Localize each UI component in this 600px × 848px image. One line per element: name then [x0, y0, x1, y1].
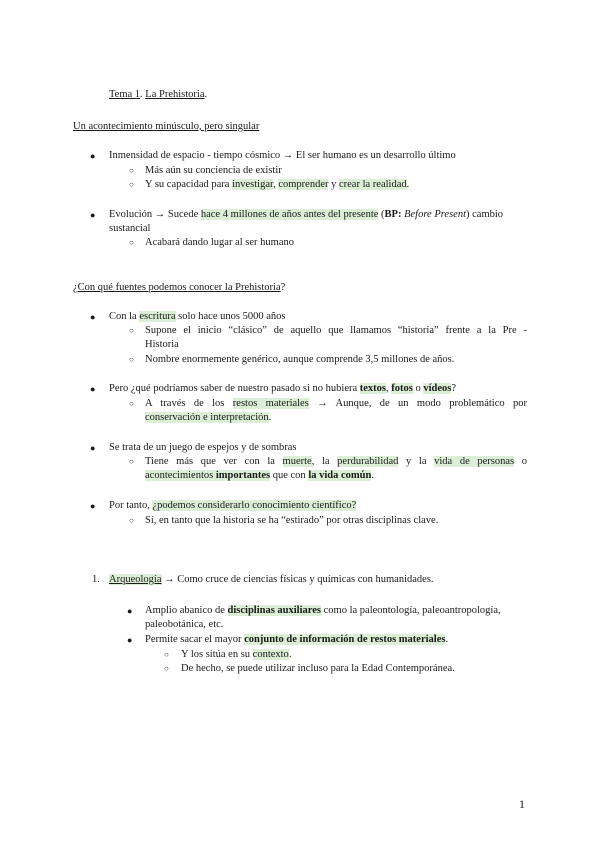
- sub-bullet-icon: ○: [129, 238, 134, 247]
- bullet-icon: ●: [90, 384, 96, 394]
- s3-bullet-1-cont: paleobotánica, etc.: [145, 619, 224, 630]
- sub-bullet-icon: ○: [129, 166, 134, 175]
- sub-bullet-icon: ○: [129, 516, 134, 525]
- s1-bullet-1: Inmensidad de espacio - tiempo cósmico → El ser humano es un desarrollo último: [109, 150, 456, 161]
- page-number: 1: [519, 797, 525, 811]
- sub-bullet-icon: ○: [129, 457, 134, 466]
- s2-b2-sub-1: A través de los restos materiales → Aunque, de un modo problemático por: [145, 398, 528, 409]
- s1-b1-sub-1: Más aún su conciencia de existir: [145, 165, 282, 176]
- sub-bullet-icon: ○: [129, 355, 134, 364]
- sub-bullet-icon: ○: [164, 650, 169, 659]
- s3-b2-sub-2: De hecho, se puede utilizar incluso para la Edad Contemporánea.: [181, 663, 455, 674]
- section3-heading: Arqueología → Como cruce de ciencias físicas y químicas con humanidades.: [109, 574, 434, 585]
- s2-bullet-2: Pero ¿qué podríamos saber de nuestro pasado si no hubiera textos, fotos o vídeos?: [109, 383, 457, 394]
- s1-bullet-2-cont: sustancial: [109, 223, 151, 234]
- s2-b4-sub-1: Sí, en tanto que la historia se ha “estirado” por otras disciplinas clave.: [145, 515, 439, 526]
- s2-bullet-3: Se trata de un juego de espejos y de sombras: [109, 442, 297, 453]
- s1-bullet-2: Evolución → Sucede hace 4 millones de años antes del presente (BP: Before Present) cambio: [109, 209, 504, 220]
- bullet-icon: ●: [90, 151, 96, 161]
- s1-b2-sub-1: Acabará dando lugar al ser humano: [145, 237, 294, 248]
- s2-b3-sub-1-cont: acontecimientos importantes que con la vida común.: [145, 470, 374, 481]
- s2-b1-sub-2: Nombre enormemente genérico, aunque comprende 3,5 millones de años.: [145, 354, 455, 365]
- section2-heading: ¿Con qué fuentes podemos conocer la Prehistoria?: [73, 282, 286, 293]
- s2-b3-sub-1: Tiene más que ver con la muerte, la perdurabilidad y la vida de personas o: [145, 456, 528, 467]
- s1-b1-sub-2: Y su capacidad para investigar, comprender y crear la realidad.: [145, 179, 410, 190]
- page-title: Tema 1. La Prehistoria.: [109, 89, 208, 100]
- bullet-icon: ●: [90, 312, 96, 322]
- sub-bullet-icon: ○: [129, 180, 134, 189]
- s2-b1-sub-1: Supone el inicio “clásico” de aquello que llamamos “historia” frente a la Pre -: [145, 325, 527, 336]
- section1-heading: Un acontecimiento minúsculo, pero singular: [73, 121, 260, 132]
- s3-bullet-1: Amplio abanico de disciplinas auxiliares como la paleontología, paleoantropología,: [145, 605, 501, 616]
- bullet-icon: ●: [90, 501, 96, 511]
- sub-bullet-icon: ○: [129, 399, 134, 408]
- s2-bullet-4: Por tanto, ¿podemos considerarlo conocimiento científico?: [109, 500, 357, 511]
- sub-bullet-icon: ○: [164, 664, 169, 673]
- s2-b2-sub-1-cont: conservación e interpretación.: [145, 412, 272, 423]
- s2-bullet-1: Con la escritura solo hace unos 5000 años: [109, 311, 286, 322]
- s3-bullet-2: Permite sacar el mayor conjunto de información de restos materiales.: [145, 634, 449, 645]
- bullet-icon: ●: [90, 443, 96, 453]
- section3-number: 1.: [92, 574, 100, 585]
- bullet-icon: ●: [127, 606, 133, 616]
- s2-b1-sub-1-cont: Historia: [145, 339, 179, 350]
- title-tema: Tema 1: [109, 89, 141, 100]
- title-name: La Prehistoria: [145, 89, 205, 100]
- sub-bullet-icon: ○: [129, 326, 134, 335]
- bullet-icon: ●: [90, 210, 96, 220]
- bullet-icon: ●: [127, 635, 133, 645]
- s3-b2-sub-1: Y los sitúa en su contexto.: [181, 649, 292, 660]
